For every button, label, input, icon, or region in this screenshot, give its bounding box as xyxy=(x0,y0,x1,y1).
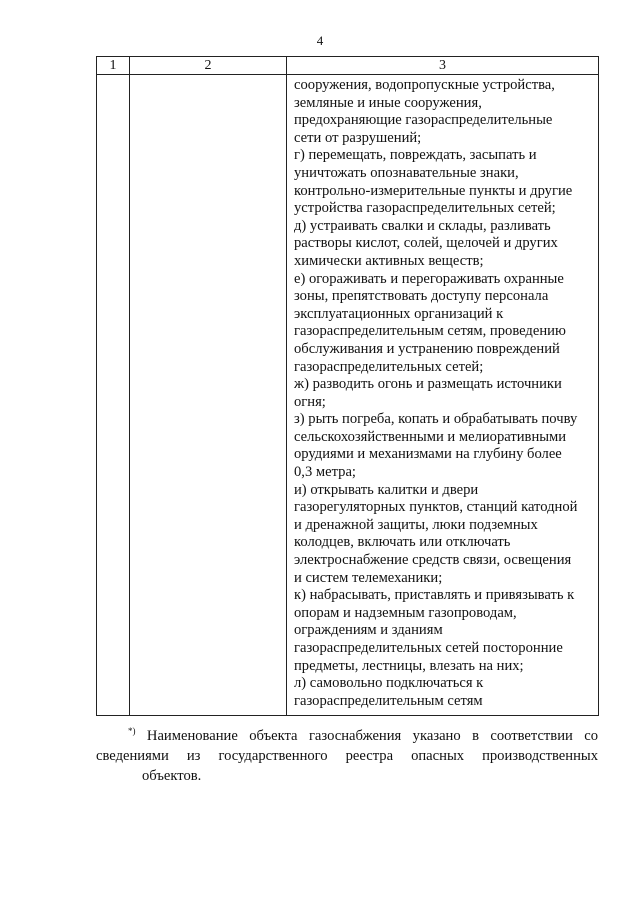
text-line: химически активных веществ; xyxy=(294,252,484,269)
text-line: электроснабжение средств связи, освещения xyxy=(294,552,572,569)
text-line: л) самовольно подключаться к xyxy=(294,675,484,692)
column-header-1: 1 xyxy=(97,57,130,75)
text-line: зоны, препятствовать доступу персонала xyxy=(294,288,549,305)
table-row xyxy=(97,75,599,716)
text-line: газораспределительным сетям, проведению xyxy=(294,323,566,340)
page-number: 4 xyxy=(316,33,324,48)
cell-col1 xyxy=(97,75,130,716)
text-line: сельскохозяйственными и мелиоративными xyxy=(294,428,567,445)
text-line: д) устраивать свалки и склады, разливать xyxy=(294,217,551,234)
text-line: опорам и надземным газопроводам, xyxy=(294,604,517,621)
text-line: предметы, лестницы, влезать на них; xyxy=(294,657,524,674)
text-line: растворы кислот, солей, щелочей и других xyxy=(294,235,558,252)
text-line: эксплуатационных организаций к xyxy=(294,305,504,322)
cell-col2 xyxy=(130,75,287,716)
text-line: и дренажной защиты, люки подземных xyxy=(294,516,538,533)
column-header-3: 3 xyxy=(287,57,599,75)
cell-col3 xyxy=(287,75,599,716)
text-line: газораспределительным сетям xyxy=(294,692,483,709)
text-line: обслуживания и устранению повреждений xyxy=(294,340,560,357)
text-line: газораспределительных сетей; xyxy=(294,358,484,375)
text-line: огня; xyxy=(294,393,326,410)
table-header-row xyxy=(97,57,599,75)
text-line: газораспределительных сетей посторонние xyxy=(294,640,563,656)
footnote-line-2: сведениями из государственного реестра опасных производственных xyxy=(96,748,598,764)
text-line: газорегуляторных пунктов, станций катодной xyxy=(294,499,578,516)
text-line: 0,3 метра; xyxy=(294,464,356,481)
text-line: устройства газораспределительных сетей; xyxy=(294,200,556,217)
text-line: сооружения, водопропускные устройства, xyxy=(294,77,555,93)
footnote-marker: *) xyxy=(128,726,136,736)
footnote-line-3: объектов. xyxy=(142,768,202,784)
footnote-line-1 xyxy=(96,726,598,746)
text-line: к) набрасывать, приставлять и привязывать к xyxy=(294,587,575,604)
footnote-text-1: Наименование объекта газоснабжения указано в соответствии со xyxy=(146,728,598,744)
text-line: ж) разводить огонь и размещать источники xyxy=(294,376,562,393)
text-line: ограждениям и зданиям xyxy=(294,622,443,639)
text-line: уничтожать опознавательные знаки, xyxy=(294,164,519,181)
text-line: е) огораживать и перегораживать охранные xyxy=(294,270,564,287)
footnote xyxy=(96,726,598,786)
prohibitions-text xyxy=(287,75,598,715)
column-header-2: 2 xyxy=(130,57,287,75)
text-line: и) открывать калитки и двери xyxy=(294,481,479,498)
document-table xyxy=(96,56,599,716)
text-line: контрольно-измерительные пункты и другие xyxy=(294,182,573,199)
text-line: сети от разрушений; xyxy=(294,129,422,146)
text-line: колодцев, включать или отключать xyxy=(294,534,511,551)
text-line: г) перемещать, повреждать, засыпать и xyxy=(294,147,537,164)
text-line: предохраняющие газораспределительные xyxy=(294,112,553,129)
text-line: орудиями и механизмами на глубину более xyxy=(294,446,562,463)
text-line: земляные и иные сооружения, xyxy=(294,94,482,111)
text-line: и систем телемеханики; xyxy=(294,569,443,586)
text-line: з) рыть погреба, копать и обрабатывать почву xyxy=(294,411,578,428)
